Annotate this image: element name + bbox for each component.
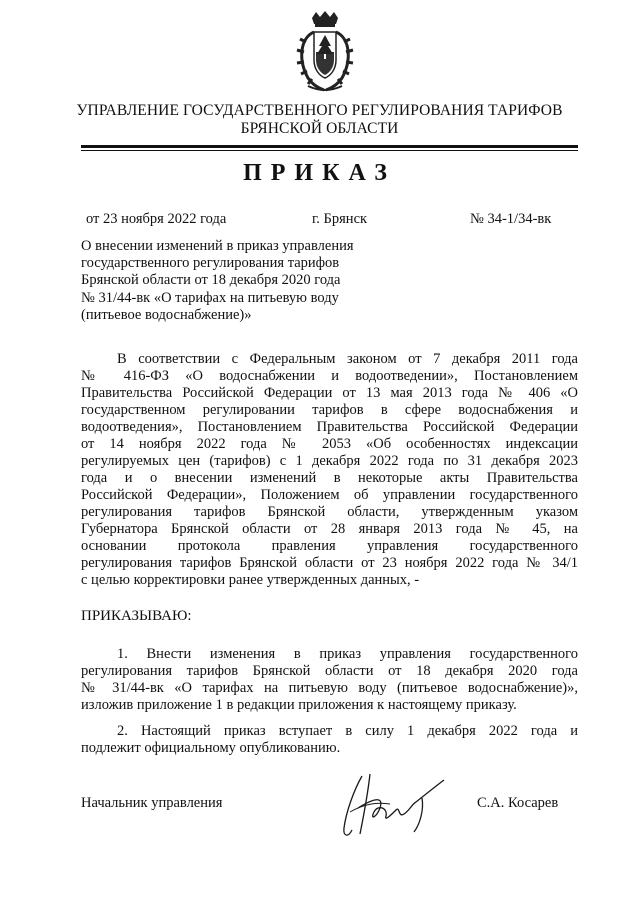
preamble-line: с целью корректировки ранее утвержденных данных, - [81, 572, 420, 588]
item-line: изложив приложение 1 в редакции приложения к настоящему приказу. [81, 697, 517, 713]
org-name-line1: УПРАВЛЕНИЕ ГОСУДАРСТВЕННОГО РЕГУЛИРОВАНИЯ ТАРИФОВ [76, 102, 563, 119]
order-date: от 23 ноября 2022 года [86, 211, 227, 227]
preamble-line: государственном регулировании тарифов в сфере водоснабжения и [81, 402, 578, 418]
preamble-line: В соответствии с Федеральным законом от 7 декабря 2011 года [117, 351, 578, 367]
item-line: 2. Настоящий приказ вступает в силу 1 декабря 2022 года и [117, 723, 578, 739]
signatory-name: С.А. Косарев [477, 795, 559, 811]
subject-line: О внесении изменений в приказ управления [81, 238, 354, 254]
header-rule-thick [81, 145, 578, 148]
preamble-line: № 416-ФЗ «О водоснабжении и водоотведении», Постановлением [81, 368, 578, 384]
org-name-line2: БРЯНСКОЙ ОБЛАСТИ [240, 120, 399, 137]
preamble-line: основании протокола правления управления государственного [81, 538, 578, 554]
item-line: № 31/44-вк «О тарифах на питьевую воду (питьевое водоснабжение)», [81, 680, 578, 696]
subject-line: государственного регулирования тарифов [81, 255, 340, 272]
coat-of-arms-emblem [294, 8, 356, 94]
preamble-line: регулирования тарифов Брянской области, утвержденным указом [81, 504, 578, 520]
item-line: подлежит официальному опубликованию. [81, 740, 341, 756]
preamble-line: Российской Федерации», Положением об управлении государственного [81, 487, 578, 503]
order-word: ПРИКАЗЫВАЮ: [81, 608, 192, 624]
preamble-line: года и о внесении изменений в некоторые акты Правительства [81, 470, 578, 486]
order-number: № 34-1/34-вк [470, 211, 552, 227]
preamble-line: Губернатора Брянской области от 28 января 2013 года № 45, на [81, 521, 578, 537]
subject-block [81, 238, 354, 324]
preamble-line: регулируемых цен (тарифов) с 1 декабря 2022 года по 31 декабря 2023 [81, 453, 578, 469]
preamble-line: регулирования тарифов Брянской области от 23 ноября 2022 года № 34/1 [81, 555, 578, 571]
handwritten-signature [340, 768, 450, 840]
signatory-position: Начальник управления [81, 795, 223, 811]
preamble-line: от 14 ноября 2022 года № 2053 «Об особенностях индексации [81, 436, 578, 452]
preamble-line: Правительства Российской Федерации от 13 мая 2013 года № 406 «О [81, 385, 578, 401]
subject-line: Брянской области от 18 декабря 2020 года [81, 272, 341, 289]
document-title: ПРИКАЗ [243, 160, 396, 186]
item-line: 1. Внести изменения в приказ управления государственного [117, 646, 578, 662]
header-rule-thin [81, 150, 578, 151]
item-line: регулирования тарифов Брянской области от 18 декабря 2020 года [81, 663, 578, 679]
preamble-line: водоотведения», Постановлением Правительства Российской Федерации [81, 419, 578, 435]
subject-line: (питьевое водоснабжение)» [81, 306, 252, 323]
subject-line: № 31/44-вк «О тарифах на питьевую воду [81, 289, 339, 306]
order-city: г. Брянск [312, 211, 368, 227]
